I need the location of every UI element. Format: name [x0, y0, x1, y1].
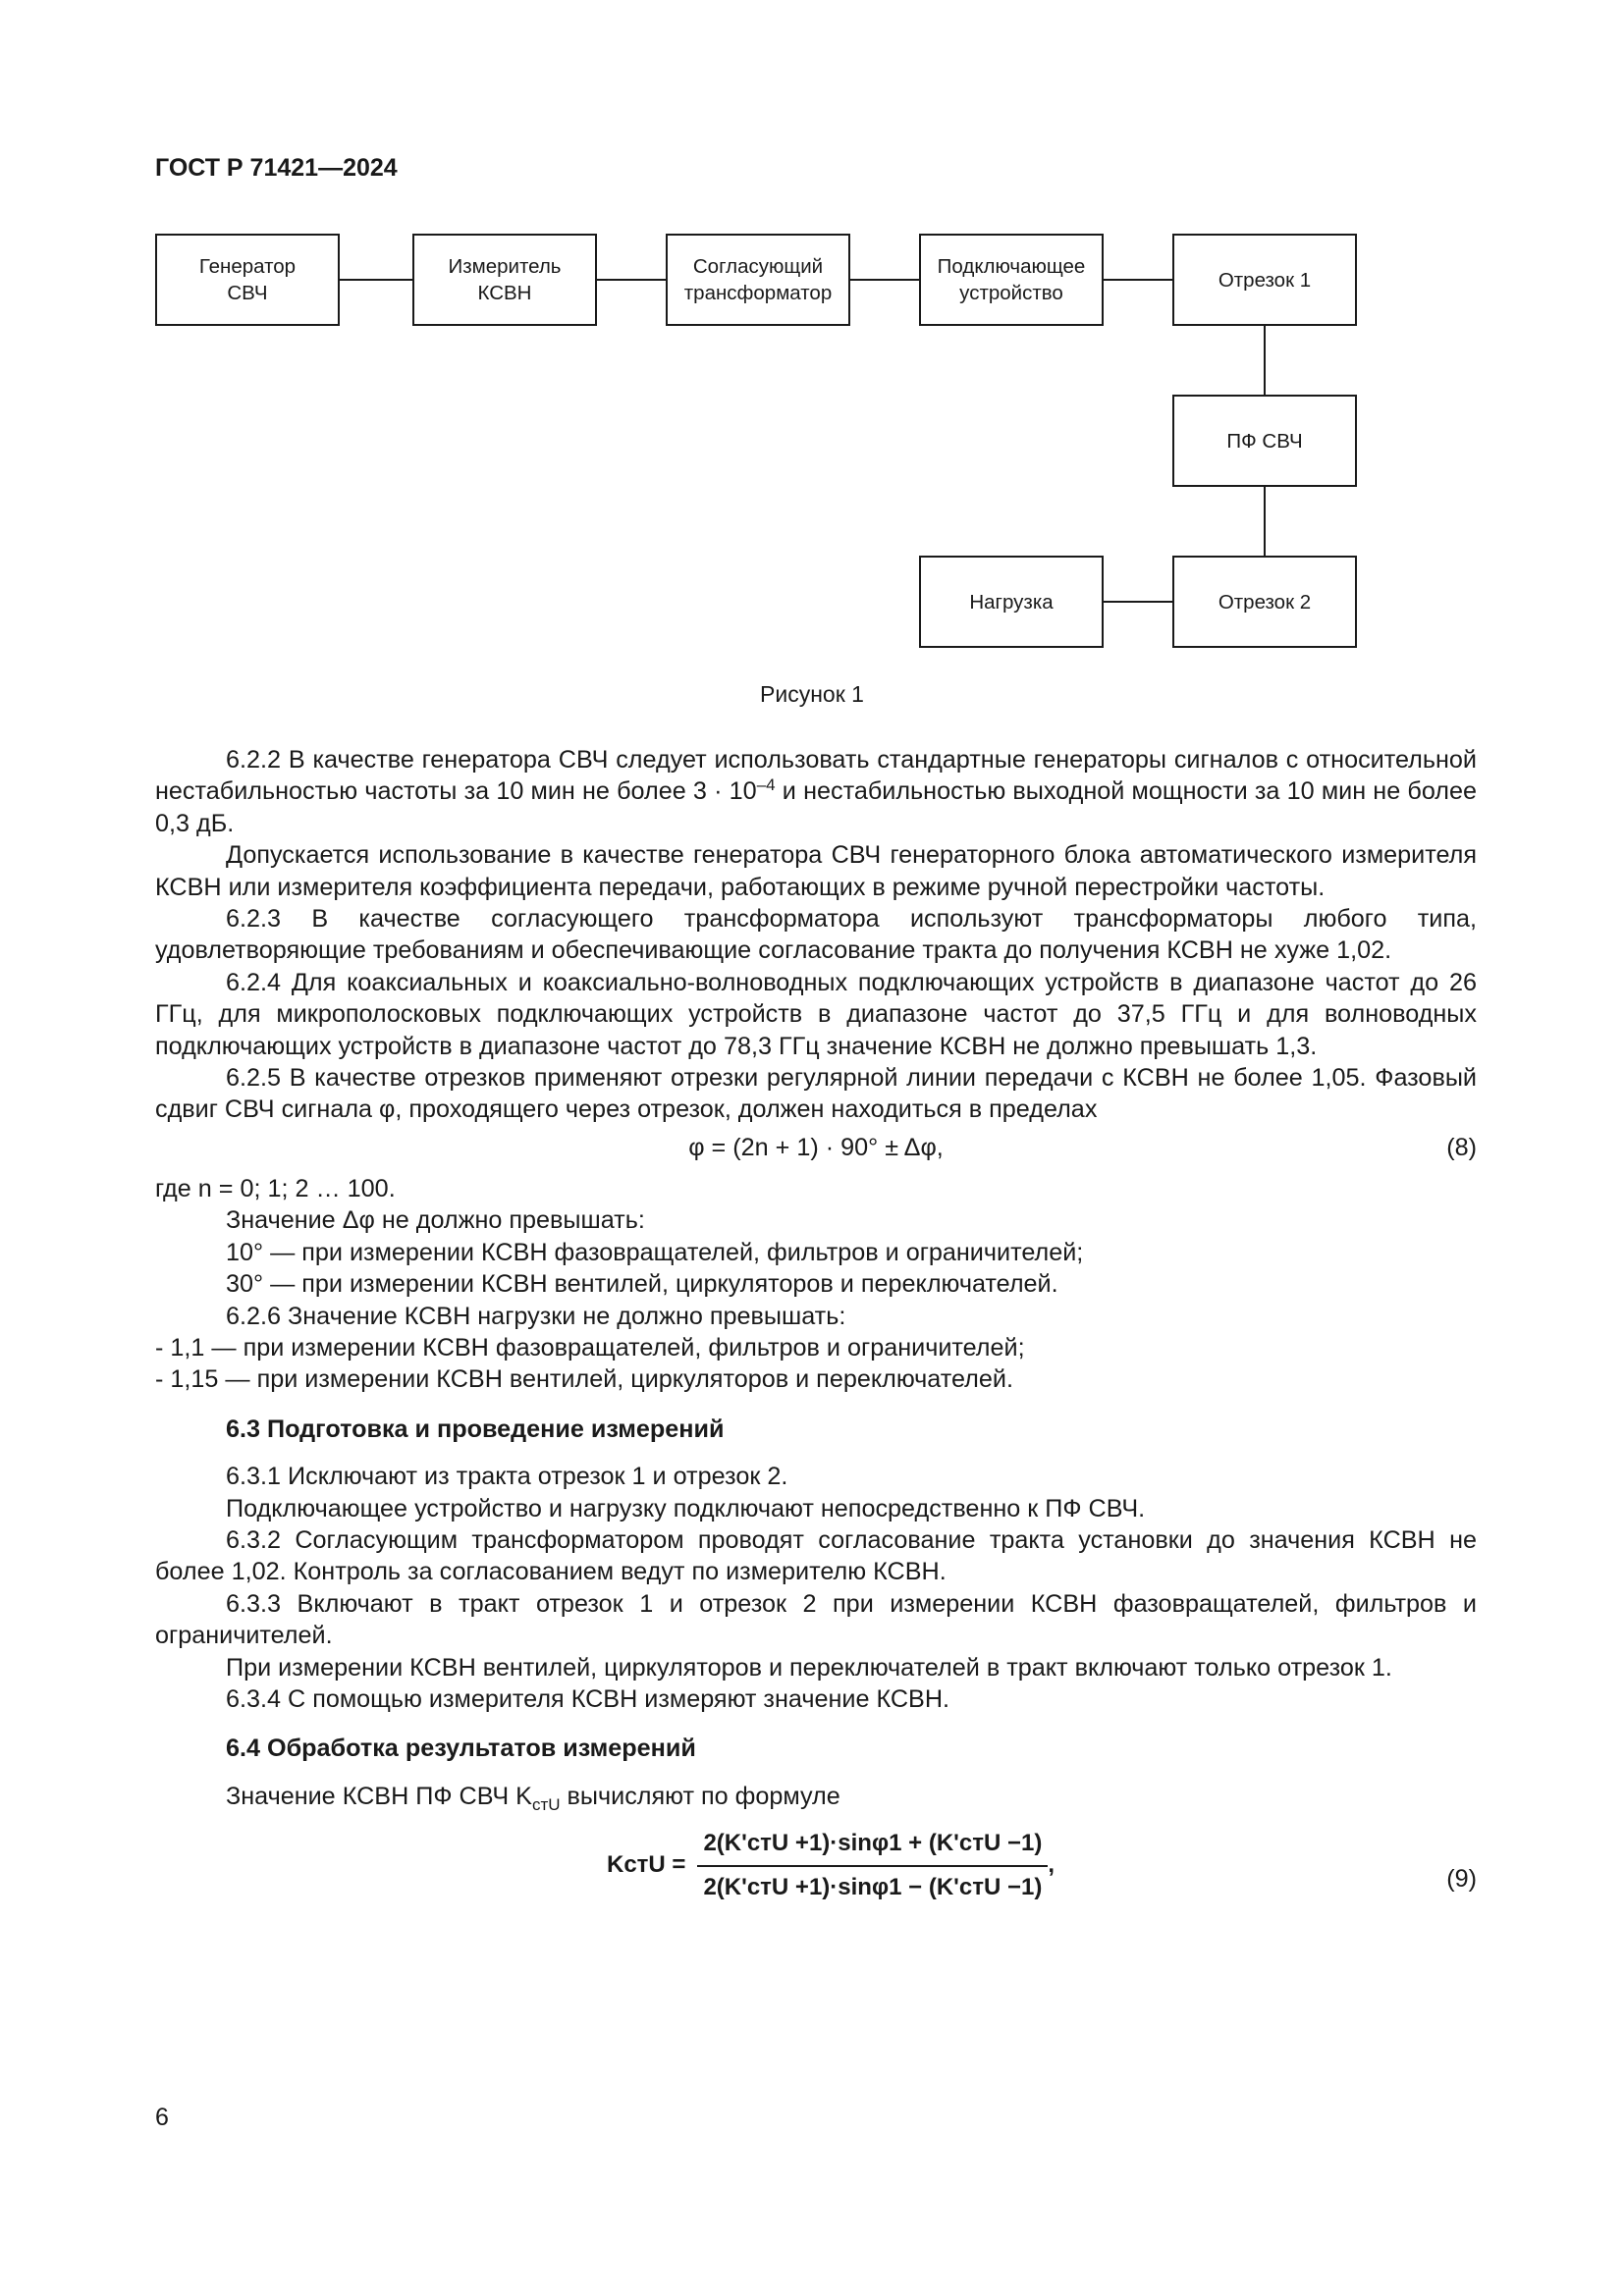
paragraph: Допускается использование в качестве генератора СВЧ генераторного блока автоматического измерителя КСВН или измерителя коэффициента передачи, работающих в режиме ручной перестройки частоты.: [155, 841, 1477, 901]
connector-line: [597, 279, 666, 281]
paragraph: 6.3.4 С помощью измерителя КСВН измеряют значение КСВН.: [226, 1684, 950, 1713]
paragraph: 6.2.6 Значение КСВН нагрузки не должно превышать:: [226, 1302, 846, 1330]
figure-caption: Рисунок 1: [760, 681, 864, 707]
formula-text: φ = (2n + 1) · 90° ± Δφ,: [688, 1133, 944, 1161]
connector-line: [1104, 279, 1172, 281]
paragraph: 6.3.2 Согласующим трансформатором проводят согласование тракта установки до значения КСВН не более 1,02. Контроль за согласованием ведут по измерителю КСВН.: [155, 1525, 1477, 1586]
generator-box: Генератор СВЧ: [155, 234, 340, 326]
numerator: 2(K'стU +1)·sinφ1 + (K'стU −1): [703, 1830, 1043, 1857]
paragraph: 6.3.1 Исключают из тракта отрезок 1 и отрезок 2.: [226, 1463, 788, 1491]
connector-line: [850, 279, 919, 281]
block-diagram: [0, 0, 1624, 667]
fraction-bar: [697, 1865, 1048, 1867]
paragraph: 30° — при измерении КСВН вентилей, циркуляторов и переключателей.: [226, 1270, 1058, 1299]
fraction: [607, 1826, 1055, 1905]
segment2-box: Отрезок 2: [1172, 556, 1357, 648]
exponent: –4: [756, 775, 776, 795]
paragraph: Подключающее устройство и нагрузку подключают непосредственно к ПФ СВЧ.: [226, 1494, 1146, 1522]
paragraph: Значение Δφ не должно превышать:: [226, 1206, 645, 1235]
paragraph: 6.2.3 В качестве согласующего трансформатора используют трансформаторы любого типа, удовлетворяющие требованиям и обеспечивающие согласование тракта до получения КСВН не хуже 1,02.: [155, 905, 1477, 965]
paragraph-text: вычисляют по формуле: [560, 1782, 840, 1810]
section-heading: 6.3 Подготовка и проведение измерений: [226, 1415, 725, 1443]
connector-line: [1264, 487, 1266, 556]
filter-box: ПФ СВЧ: [1172, 395, 1357, 487]
list-item: - 1,15 — при измерении КСВН вентилей, циркуляторов и переключателей.: [155, 1365, 1013, 1394]
list-item: - 1,1 — при измерении КСВН фазовращателей, фильтров и ограничителей;: [155, 1333, 1025, 1362]
connector-line: [1264, 326, 1266, 395]
formula-lhs: KстU =: [607, 1851, 686, 1879]
fraction-body: [697, 1826, 1048, 1905]
paragraph-text: 6.2.2 В качестве генератора СВЧ следует использовать стандартные генераторы сигналов с относительной нестабильностью частоты за 10 мин не более 3 · 10: [155, 746, 1477, 806]
body-text: [155, 744, 1477, 1936]
denominator: 2(K'стU +1)·sinφ1 − (K'стU −1): [703, 1873, 1043, 1900]
paragraph: [155, 1781, 1477, 1812]
paragraph: где n = 0; 1; 2 … 100.: [155, 1174, 396, 1202]
paragraph: 6.3.3 Включают в тракт отрезок 1 и отрезок 2 при измерении КСВН фазовращателей, фильтров и ограничителей.: [155, 1589, 1477, 1650]
transformer-box: Согласующий трансформатор: [666, 234, 850, 326]
paragraph: 6.2.5 В качестве отрезков применяют отрезки регулярной линии передачи с КСВН не более 1,05. Фазовый сдвиг СВЧ сигнала φ, проходящего через отрезок, должен находиться в пределах: [155, 1064, 1477, 1124]
formula-comma: ,: [1048, 1851, 1055, 1879]
meter-box: Измеритель КСВН: [412, 234, 597, 326]
paragraph: При измерении КСВН вентилей, циркуляторов и переключателей в тракт включают только отрезок 1.: [226, 1653, 1392, 1682]
segment1-box: Отрезок 1: [1172, 234, 1357, 326]
section-heading: 6.4 Обработка результатов измерений: [226, 1735, 696, 1763]
paragraph: 10° — при измерении КСВН фазовращателей, фильтров и ограничителей;: [226, 1238, 1084, 1266]
load-box: Нагрузка: [919, 556, 1104, 648]
paragraph: [155, 744, 1477, 839]
formula-number: (9): [1446, 1865, 1477, 1894]
subscript: стU: [531, 1794, 561, 1814]
formula-8: [155, 1128, 1477, 1173]
paragraph-text: и нестабильностью выходной мощности за 10 мин не более 0,3 дБ.: [155, 777, 1477, 837]
connector-line: [340, 279, 412, 281]
page-header: ГОСТ Р 71421—2024: [155, 154, 398, 182]
paragraph: 6.2.4 Для коаксиальных и коаксиально-волноводных подключающих устройств в диапазоне частот до 26 ГГц, для микрополосковых подключающих устройств в диапазоне частот до 37,5 ГГц и для волноводных подключающих устройств в диапазоне частот до 78,3 ГГц значение КСВН не должно превышать 1,3.: [155, 968, 1477, 1060]
formula-9: [155, 1826, 1477, 1936]
page-number: 6: [155, 2104, 169, 2131]
connector-line: [1104, 601, 1172, 603]
paragraph-text: Значение КСВН ПФ СВЧ K: [226, 1782, 532, 1810]
formula-number: (8): [1446, 1133, 1477, 1161]
connector-box: Подключающее устройство: [919, 234, 1104, 326]
